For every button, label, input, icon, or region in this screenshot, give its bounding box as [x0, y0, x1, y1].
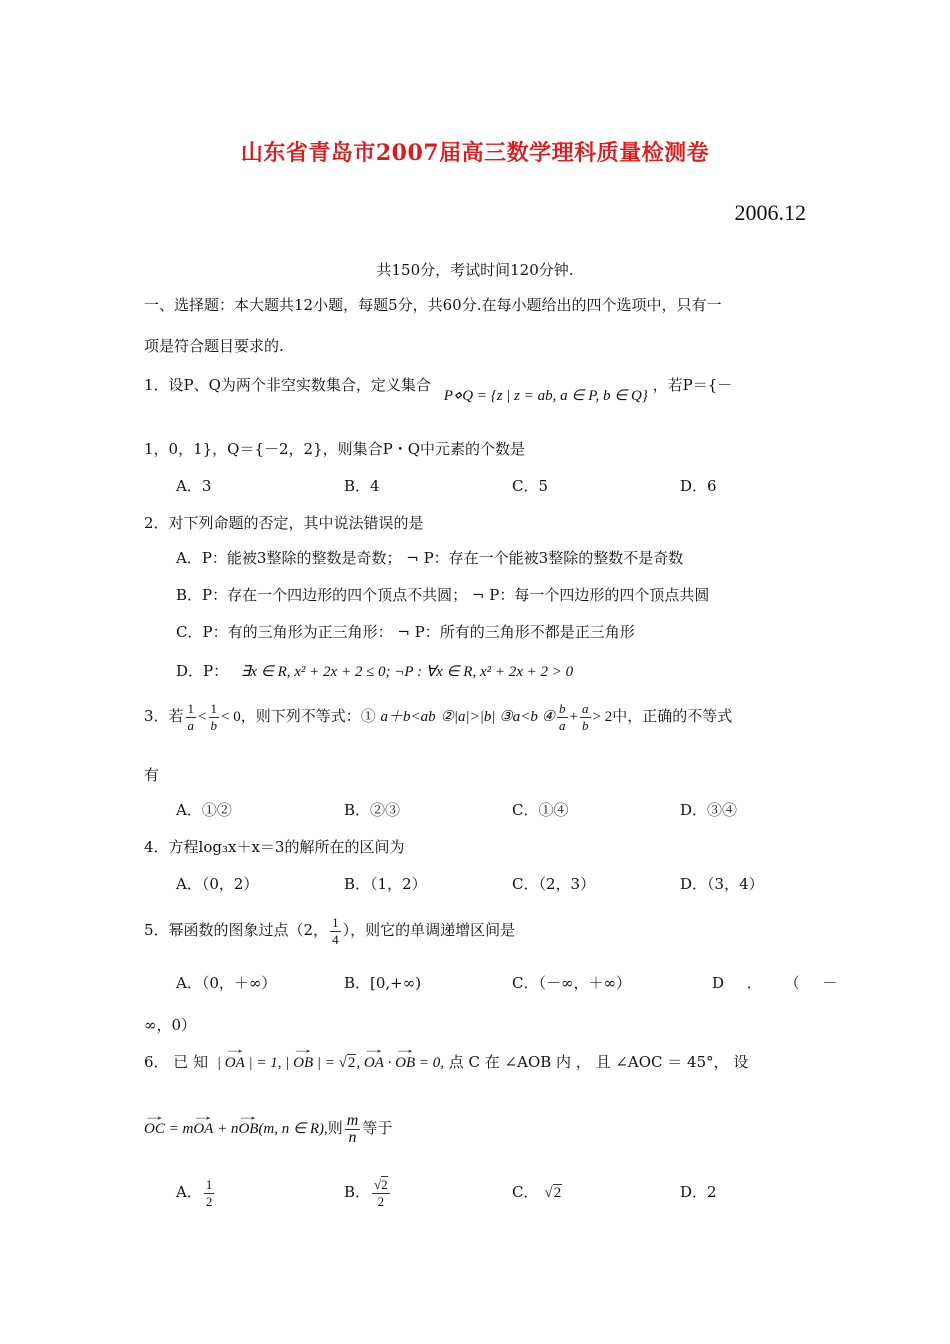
- q4-option-a[interactable]: A．（0，2）: [176, 875, 259, 893]
- q4-option-d[interactable]: D．（3，4）: [680, 875, 764, 893]
- q1-post: ，若P＝{－: [652, 376, 733, 394]
- q6-option-b[interactable]: [344, 1172, 392, 1212]
- q6-pre: 6． 已 知: [144, 1053, 209, 1071]
- q3-mid: ，则下列不等式：①: [240, 707, 376, 725]
- q3-frac-1-over-a: $\frac{1}{a}$: [187, 700, 195, 733]
- q6-option-b-label: B．: [344, 1183, 371, 1201]
- q6-condition-formula: | → OA | = 1, | → OB | = √2, → OA · → OB = 0,: [217, 1055, 444, 1071]
- q1-option-c[interactable]: C．5: [512, 477, 549, 495]
- q2-option-d-formula: ∃x ∈ R, x² + 2x + 2 ≤ 0; ¬P : ∀x ∈ R, x² + 2x + 2 > 0: [240, 664, 574, 680]
- q6-vector-formula: → OC = m→ OA + n→ OB(m, n ∈ R),: [144, 1121, 328, 1137]
- q1-stem-line2: 1，0，1}，Q＝{－2，2}，则集合P・Q中元素的个数是: [144, 440, 526, 458]
- q3-option-b[interactable]: B．②③: [344, 801, 401, 819]
- exam-info: 共150分，考试时间120分钟.: [376, 261, 574, 279]
- q1-option-d[interactable]: D．6: [680, 477, 717, 495]
- q3-stem: 3．若 $\frac{1}{a}$ < $\frac{1}{b}$ < 0，则下列不等式：① a＋b<ab ②|a|>|b| ③a<b ④ $\frac{b}{a}$ + $\frac{a}{b}$ > 2中，正确的不等式: [144, 700, 733, 733]
- q6-stem-line2: [144, 1108, 392, 1149]
- q6-sqrt2: √2: [544, 1185, 562, 1201]
- q6-frac-m-over-n: $\frac{m}{n}$: [346, 1111, 359, 1146]
- q2-option-b[interactable]: B．P：存在一个四边形的四个顶点不共圆； ¬ P：每一个四边形的四个顶点共圆: [176, 586, 710, 604]
- q3-ineq1: a＋b<ab: [380, 709, 436, 725]
- q3-frac-b-over-a: $\frac{b}{a}$: [559, 700, 566, 733]
- q1-pre: 1．设P、Q为两个非空实数集合，定义集合: [144, 376, 431, 394]
- q3-option-d[interactable]: D．③④: [680, 801, 738, 819]
- q1-stem: [144, 374, 733, 404]
- q5-post: ），则它的单调递增区间是: [342, 921, 516, 939]
- q2-option-d[interactable]: [176, 660, 573, 681]
- section-heading-line2: 项是符合题目要求的.: [144, 337, 284, 355]
- q5-option-c[interactable]: C．（－∞，＋∞）: [512, 974, 631, 992]
- q4-option-c[interactable]: C．（2，3）: [512, 875, 596, 893]
- q2-option-d-label: D．P：: [176, 662, 229, 680]
- q4-stem: 4．方程log₃x＋x＝3的解所在的区间为: [144, 838, 405, 856]
- q2-option-a[interactable]: A．P：能被3整除的整数是奇数； ¬ P：存在一个能被3整除的整数不是奇数: [176, 549, 684, 567]
- page-title: 山东省青岛市2007届高三数学理科质量检测卷: [240, 140, 710, 166]
- q6-option-c-label: C．: [512, 1183, 539, 1201]
- q6-option-a-label: A．: [176, 1183, 202, 1201]
- q3-pre: 3．若: [144, 707, 184, 725]
- q3-frac-a-over-b: $\frac{a}{b}$: [582, 700, 589, 733]
- q6-frac-1-over-2: $\frac{1}{2}$: [205, 1176, 213, 1209]
- q5-option-b[interactable]: B．[0,+∞): [344, 974, 422, 992]
- section-heading-line1: 一、选择题：本大题共12小题，每题5分，共60分.在每小题给出的四个选项中，只有一: [144, 296, 722, 314]
- q3-ineq2: ②|a|>|b| ③a<b ④: [440, 709, 556, 725]
- q5-pre: 5．幂函数的图象过点（2，: [144, 921, 329, 939]
- q3-option-c[interactable]: C．①④: [512, 801, 569, 819]
- q6-frac-sqrt2-over-2: $\frac{√2}{2}$: [374, 1176, 388, 1209]
- q3-stem-line2: 有: [144, 766, 160, 784]
- q6-tail: 等于: [362, 1119, 393, 1137]
- q3-option-a[interactable]: A．①②: [176, 801, 232, 819]
- q3-frac-1-over-b: $\frac{1}{b}$: [210, 700, 218, 733]
- q2-option-c[interactable]: C．P：有的三角形为正三角形： ¬ P：所有的三角形不都是正三角形: [176, 623, 635, 641]
- exam-date: 2006.12: [734, 200, 806, 225]
- q5-option-d-wrap: ∞，0）: [144, 1016, 197, 1034]
- q6-option-c[interactable]: [512, 1181, 562, 1202]
- q6-option-d[interactable]: D．2: [680, 1183, 717, 1201]
- q2-stem: 2．对下列命题的否定，其中说法错误的是: [144, 514, 424, 532]
- q5-option-a[interactable]: A．（0，＋∞）: [176, 974, 277, 992]
- q4-option-b[interactable]: B．（1，2）: [344, 875, 427, 893]
- q6-stem: [144, 1051, 748, 1072]
- q5-frac-1-over-4: $\frac{1}{4}$: [332, 914, 339, 947]
- q6-then: 则: [327, 1119, 343, 1137]
- q6-post: 点 C 在 ∠AOB 内 ， 且 ∠AOC ＝ 45°， 设: [448, 1053, 749, 1071]
- q6-option-a[interactable]: [176, 1172, 216, 1212]
- q1-option-b[interactable]: B．4: [344, 477, 380, 495]
- q5-option-d[interactable]: D ． （ －: [712, 974, 838, 992]
- q1-formula: P⋄Q = {z | z = ab, a ∈ P, b ∈ Q}: [443, 388, 648, 404]
- q1-option-a[interactable]: A．3: [176, 477, 212, 495]
- q3-post: 中，正确的不等式: [612, 707, 733, 725]
- q5-stem: [144, 910, 515, 950]
